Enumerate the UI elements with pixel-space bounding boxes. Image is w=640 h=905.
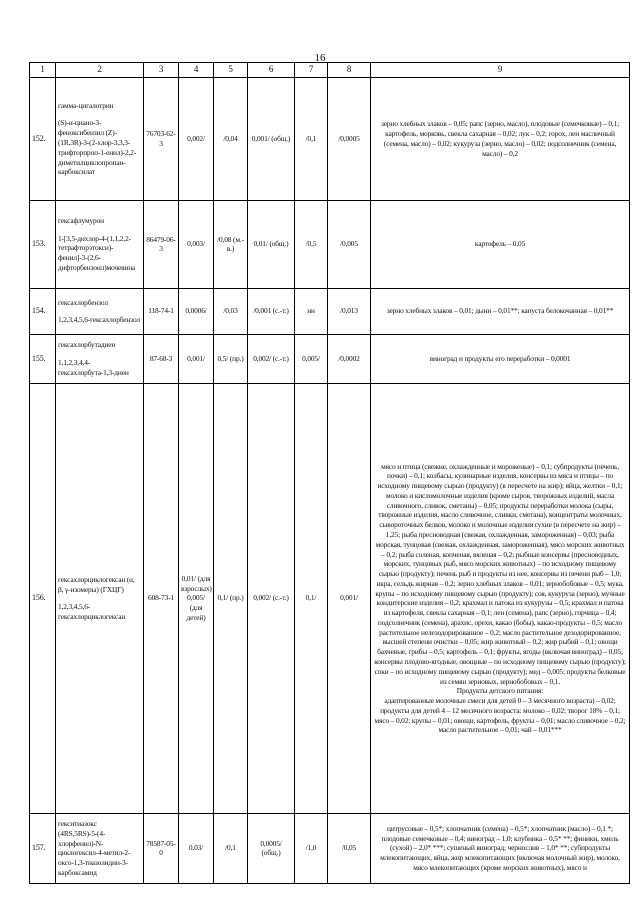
value-col4: 0,0006/ [179,288,214,334]
col-header-7: 7 [295,63,328,78]
row-number: 155. [30,334,56,383]
table-row [30,288,630,334]
table-row [30,334,630,383]
value-col6: 0,001/ (общ.) [248,77,295,200]
substance-common-name: гекситиазокс [58,819,97,829]
substance-name [56,200,144,288]
col-header-1: 1 [30,63,56,78]
substance-common-name: гамма-цигалотрин [58,100,114,110]
value-col4: 0,002/ [179,77,214,200]
regulations-table [29,62,630,884]
value-col5: /0,08 (м.-в.) [214,200,248,288]
table-row [30,200,630,288]
value-col5: /0,04 [214,77,248,200]
substance-name [56,383,144,813]
value-col4: 0,001/ [179,334,214,383]
value-col5: /0,03 [214,288,248,334]
product-limits: зерно хлебных злаков – 0,05; рапс (зерно, масло), плодовые (семечковые) – 0,1; картофель, морковь, свекла сахарная – 0,02; лук – 0,2; горох, лен масличный (семена, масло) – 0,02; кукуруза (зерно, масло) – 0,02; подсолнечник (семена, масло) – 0,2 [371,77,630,200]
value-col4: 0,01/ (для взрослых) 0,005/ (для детей) [179,383,214,813]
cas-number: 78587-05-0 [144,813,179,883]
value-col7: 0,1/ [295,383,328,813]
col-header-8: 8 [328,63,371,78]
value-col4: 0,003/ [179,200,214,288]
product-limits [371,383,630,813]
substance-chemical-name: 1,1,2,3,4,4-гексахлорбута-1,3-диен [58,357,129,377]
value-col8: /0,05 [328,813,371,883]
substance-name [56,334,144,383]
row-number: 153. [30,200,56,288]
col-header-5: 5 [214,63,248,78]
value-col6: 0,0005/ (общ.) [248,813,295,883]
table-row [30,813,630,883]
value-col6: 0,01/ (общ.) [248,200,295,288]
col-header-6: 6 [248,63,295,78]
value-col7: /0,1 [295,77,328,200]
substance-name [56,813,144,883]
cas-number: 118-74-1 [144,288,179,334]
row-number: 152. [30,77,56,200]
substance-chemical-name: 1,2,3,4,5,6-гексахлорциклогексан [58,602,126,622]
row-number: 157. [30,813,56,883]
table-row [30,77,630,200]
product-limits: виноград и продукты его переработки – 0,0001 [371,334,630,383]
table-row [30,383,630,813]
cas-number: 87-68-3 [144,334,179,383]
substance-chemical-name: 1-[3,5-дихлор-4-(1,1,2,2-тетрафторэтокси)-фенил]-3-(2,6-дифторбензоил)мочевина [58,233,136,273]
value-col7: 0,005/ [295,334,328,383]
substance-name [56,288,144,334]
substance-chemical-name: 1,2,3,4,5,6-гексахлорбензол [58,315,140,325]
value-col7: /0,5 [295,200,328,288]
product-limits-general: мясо и птица (свежие, охлажденные и мороженые) – 0,1; субпродукты (печень, почки) – 0,1; колбасы, кулинарные изделия, консервы из мяса и птицы – по исходному пищевому сырью (продукту) (в пересчете на жир); яйца, желтки – 0,1; молоко и кисломолочные изделия (кроме сыров, творожных изделий, масла сливочного, сливок, сметаны) – 0,05; продукты переработки молока (сыры, творожные изделия, масло сливочное, сливки, сметана), концентраты молочных, сывороточных белков, молоко и молочные изделия сухие (в пересчете на жир) – 1,25; рыба пресноводная (свежая, охлажденная, замороженная) – 0,03; рыба морская, тунцовая (свежая, охлажденная, замороженная), мясо морских животных – 0,2; рыба соленая, копченая, вяленая – 0,2; рыбные консервы (пресноводных, морских, тунцовых рыб, мясо морских животных) – по исходному пищевому сырью (продукту); печень рыб и продукты из нее, консервы из печени рыб – 1,0; икра, сельдь жирная – 0,2; зерно хлебных злаков – 0,01; зернобобовые – 0,5; мука, крупы – по исходному пищевому сырью (продукту); соя, кукуруза (зерно), мучные кондитерские изделия – 0,2; крахмал и патока из кукурузы – 0,5; крахмал и патока из картофеля, свекла сахарная – 0,1; лен (семена), рапс (зерно), горчица – 0,4; подсолнечник (семена), арахис, орехи, какао (бобы), какао-продукты – 0,5; масло растительное нелезодорированное – 0,2; масло растительное дезодорированное, высшей степени очистки – 0,05; жир животный – 0,2; жир рыбий – 0,1; овощи бахчевые, грибы – 0,5; картофель – 0,1; фрукты, ягоды (включая виноград) – 0,05; консервы плодово-ягодные, овощные – по исходному пищевому сырью (продукту); соки – по исходному пищевому сырью (продукту); мед – 0,005; продукты белковые из семян зерновых, зернобобовых – 0,1. [374,461,626,686]
substance-chemical-name: (S)-α-циано-3-феноксибензил (Z)-(1R,3R)-3-(2-хлор-3,3,3-трифторпроп-1-енил)-2,2-диметилциклопропан-карбоксилат [58,118,137,177]
col-header-4: 4 [179,63,214,78]
child-food-limits: адаптированные молочные смеси для детей 0 – 3 месячного возраста) – 0,02; продукты для детей 4 – 12 месячного возраста: молоко – 0,02; творог 18% – 0,1; мясо – 0,02; крупы – 0,01; овощи, картофель, фрукты – 0,01; масло сливочное – 0,2; масло растительное – 0,01; чай – 0,01*** [374,696,626,735]
value-col8: /0,013 [328,288,371,334]
value-col8: 0,001/ [328,383,371,813]
row-number: 156. [30,383,56,813]
header-row [30,63,630,78]
value-col8: /0,0002 [328,334,371,383]
value-col6: 0,002/ (с.-т.) [248,334,295,383]
child-food-heading: Продукты детского питания: [456,686,544,696]
substance-chemical-name: (4RS,5RS)-5-(4-хлорфенил)-N-циклогексил-4-метил-2-оксо-1,3-тиазолидин-3-карбоксамид [58,828,131,877]
product-limits: зерно хлебных злаков – 0,01; дыни – 0,01**; капуста белокочанная – 0,01** [371,288,630,334]
col-header-9: 9 [371,63,630,78]
value-col5: /0,1 [214,813,248,883]
value-col5: 0,5/ (пр.) [214,334,248,383]
value-col6: 0,002/ (с.-т.) [248,383,295,813]
substance-common-name: гексахлорбензол [58,297,108,307]
substance-common-name: гексахлорбутадиен [58,340,116,350]
value-col5: 0,1/ (пр.) [214,383,248,813]
product-limits: цитрусовые – 0,5*; хлопчатник (семена) – 0,5*; хлопчатник (масло) – 0,1 *; плодовые семечковые – 0,4; виноград – 1,0; клубника – 0,5* **; финики, хмель (сухой) – 2,0* ***; сушеный виноград; чернослив – 1,0* **; субпродукты млекопитающих, яйца, жир млекопитающих (включая молочный жир), молоко, мясо млекопитающих (кроме морских животных), мясо и [371,813,630,883]
cas-number: 76703-62-3 [144,77,179,200]
substance-name [56,77,144,200]
value-col6: /0,001 (с.-т.) [248,288,295,334]
value-col8: /0,0005 [328,77,371,200]
col-header-2: 2 [56,63,144,78]
col-header-3: 3 [144,63,179,78]
substance-common-name: гексахлорциклогексан (α, β, γ-изомеры) (ГХЦГ) [58,574,135,594]
cas-number: 608-73-1 [144,383,179,813]
row-number: 154. [30,288,56,334]
cas-number: 86479-06-3 [144,200,179,288]
value-col8: /0,005 [328,200,371,288]
product-limits: картофель – 0,05 [371,200,630,288]
value-col7: /1,0 [295,813,328,883]
page-number: 16 [314,52,326,64]
value-col4: 0,03/ [179,813,214,883]
substance-common-name: гексафлумурон [58,215,104,225]
value-col7: нн [295,288,328,334]
